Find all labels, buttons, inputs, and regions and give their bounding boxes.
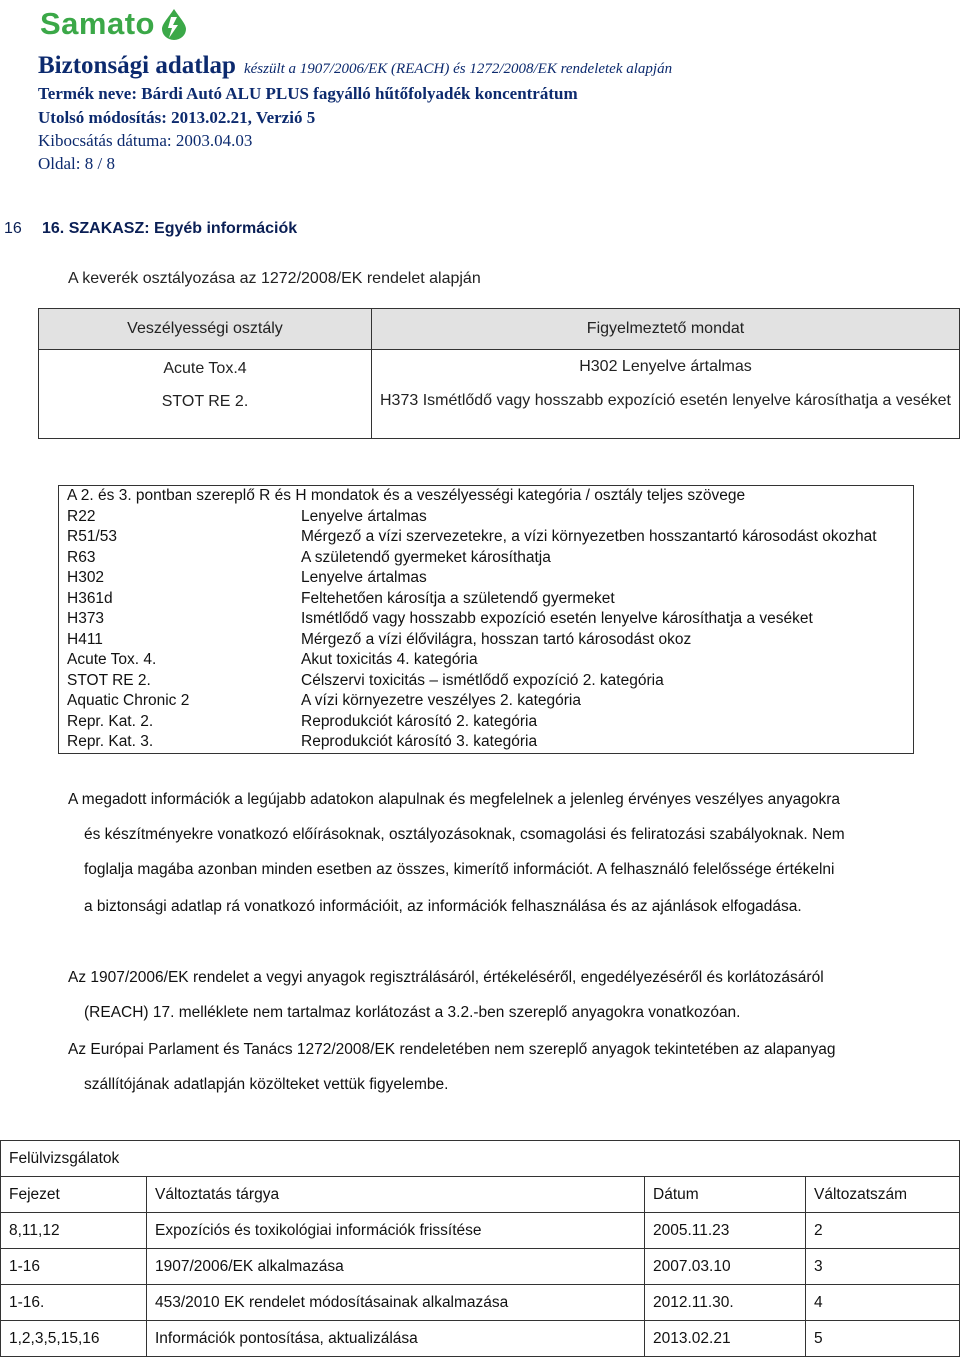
phrase-text: Lenyelve ártalmas	[301, 507, 427, 525]
paragraph-line: és készítményekre vonatkozó előírásoknak, osztályozásoknak, csomagolási és feliratozási szabályoknak. Nem	[84, 826, 845, 843]
revision-subject: Információk pontosítása, aktualizálása	[147, 1321, 645, 1357]
column-header-version: Változatszám	[806, 1177, 960, 1213]
revision-subject: Expozíciós és toxikológiai információk frissítése	[147, 1213, 645, 1249]
revision-chapter: 1,2,3,5,15,16	[1, 1321, 147, 1357]
phrase-text: Lenyelve ártalmas	[301, 569, 427, 586]
product-line	[38, 84, 578, 104]
revisions-table	[0, 1140, 960, 1357]
product-name: Bárdi Autó ALU PLUS fagyálló hűtőfolyadék koncentrátum	[141, 84, 578, 103]
section-number: 16	[4, 220, 22, 237]
water-drop-icon	[159, 8, 189, 40]
phrase-code: R63	[67, 548, 96, 566]
hazard-phrase-row	[59, 609, 914, 630]
page-number: Oldal: 8 / 8	[38, 154, 115, 173]
revision-row	[1, 1285, 960, 1321]
revision-row	[1, 1213, 960, 1249]
last-modified: Utolsó módosítás: 2013.02.21, Verzió 5	[38, 108, 316, 127]
revision-version: 5	[806, 1321, 960, 1357]
phrase-code: H411	[67, 630, 103, 648]
issue-date: Kibocsátás dátuma: 2003.04.03	[38, 131, 253, 150]
hazard-phrases-title-row	[59, 486, 914, 507]
classification-table	[38, 308, 960, 439]
hazard-phrase-row	[59, 527, 914, 548]
hazard-class-cell: Acute Tox.4	[39, 350, 372, 392]
revision-chapter: 8,11,12	[1, 1213, 147, 1249]
paragraph-line: Az Európai Parlament és Tanács 1272/2008/EK rendeletében nem szereplő anyagok tekintetében az alapanyag	[68, 1041, 836, 1058]
column-header-hazard-statement: Figyelmeztető mondat	[372, 309, 960, 350]
phrase-text: Mérgező a vízi szervezetekre, a vízi környezetben hosszantartó károsodást okozhat	[301, 528, 877, 545]
document-title: Biztonsági adatlap	[38, 52, 236, 79]
hazard-class-cell: STOT RE 2.	[39, 391, 372, 439]
hazard-phrase-row	[59, 589, 914, 610]
section-title: 16. SZAKASZ: Egyéb információk	[42, 220, 298, 237]
phrase-code: Repr. Kat. 3.	[67, 733, 154, 750]
hazard-phrase-row	[59, 507, 914, 528]
samato-logo	[40, 4, 189, 44]
phrase-code: R51/53	[67, 528, 117, 545]
classification-intro: A keverék osztályozása az 1272/2008/EK rendelet alapján	[68, 270, 481, 287]
revisions-title: Felülvizsgálatok	[1, 1141, 960, 1177]
phrase-text: Reprodukciót károsító 3. kategória	[301, 733, 538, 750]
revision-row	[1, 1321, 960, 1357]
logo-text: Samato	[40, 6, 155, 41]
paragraph-line: Az 1907/2006/EK rendelet a vegyi anyagok regisztrálásáról, értékeléséről, engedélyezéséről és korlátozásáról	[68, 969, 824, 986]
column-header-chapter: Fejezet	[1, 1177, 147, 1213]
revisions-header-row	[1, 1177, 960, 1213]
phrase-code: Repr. Kat. 2.	[67, 712, 154, 730]
hazard-phrase-row	[59, 671, 914, 692]
column-header-date: Dátum	[645, 1177, 806, 1213]
phrase-text: A születendő gyermeket károsíthatja	[301, 548, 551, 566]
classification-header-row	[39, 309, 960, 350]
revision-version: 2	[806, 1213, 960, 1249]
hazard-phrases-table	[58, 485, 914, 754]
phrase-code: H361d	[67, 589, 113, 607]
paragraph-line: A megadott információk a legújabb adatokon alapulnak és megfelelnek a jelenleg érvényes veszélyes anyagokra	[68, 791, 841, 808]
hazard-phrases-title: A 2. és 3. pontban szereplő R és H mondatok és a veszélyességi kategória / osztály teljes szövege	[67, 487, 746, 504]
phrase-code: STOT RE 2.	[67, 671, 151, 689]
phrase-code: H373	[67, 610, 105, 627]
revision-date: 2007.03.10	[645, 1249, 806, 1285]
hazard-phrase-row	[59, 630, 914, 651]
revision-date: 2005.11.23	[645, 1213, 806, 1249]
hazard-statement-cell: H302 Lenyelve ártalmas	[372, 350, 960, 392]
hazard-statement-cell: H373 Ismétlődő vagy hosszabb expozíció esetén lenyelve károsíthatja a veséket	[372, 391, 960, 439]
phrase-code: Aquatic Chronic 2	[67, 692, 190, 709]
phrase-code: Acute Tox. 4.	[67, 651, 157, 668]
paragraph-line: (REACH) 17. melléklete nem tartalmaz korlátozást a 3.2.-ben szereplő anyagokra vonatkozóan.	[84, 1004, 741, 1021]
revision-date: 2013.02.21	[645, 1321, 806, 1357]
revision-chapter: 1-16	[1, 1249, 147, 1285]
phrase-text: Mérgező a vízi élővilágra, hosszan tartó károsodást okoz	[301, 630, 692, 648]
classification-row	[39, 391, 960, 439]
hazard-phrase-row	[59, 548, 914, 569]
phrase-text: Célszervi toxicitás – ismétlődő expozíció 2. kategória	[301, 671, 664, 689]
revision-row	[1, 1249, 960, 1285]
revision-date: 2012.11.30.	[645, 1285, 806, 1321]
document-subtitle: készült a 1907/2006/EK (REACH) és 1272/2008/EK rendeletek alapján	[243, 61, 673, 77]
column-header-change-subject: Változtatás tárgya	[147, 1177, 645, 1213]
paragraph-line: a biztonsági adatlap rá vonatkozó információit, az információk felhasználása és az ajánlások elfogadása.	[84, 898, 802, 915]
hazard-phrase-row	[59, 568, 914, 589]
revision-version: 4	[806, 1285, 960, 1321]
paragraph-line: foglalja magába azonban minden esetben az összes, kimerítő információt. A felhasználó felelőssége értékelni	[84, 861, 835, 878]
revision-subject: 453/2010 EK rendelet módosításainak alkalmazása	[147, 1285, 645, 1321]
hazard-phrase-row	[59, 712, 914, 733]
product-label: Termék neve:	[38, 84, 137, 103]
revision-chapter: 1-16.	[1, 1285, 147, 1321]
phrase-text: Feltehetően károsítja a születendő gyermeket	[301, 589, 615, 607]
paragraph-line: szállítójának adatlapján közölteket vettük figyelembe.	[84, 1076, 449, 1093]
revision-subject: 1907/2006/EK alkalmazása	[147, 1249, 645, 1285]
hazard-phrase-row	[59, 691, 914, 712]
hazard-phrase-row	[59, 732, 914, 753]
revisions-title-row	[1, 1141, 960, 1177]
classification-row	[39, 350, 960, 392]
revision-version: 3	[806, 1249, 960, 1285]
phrase-text: A vízi környezetre veszélyes 2. kategória	[301, 692, 581, 709]
phrase-text: Reprodukciót károsító 2. kategória	[301, 712, 538, 730]
document-title-line	[38, 52, 672, 80]
phrase-code: R22	[67, 507, 96, 525]
column-header-hazard-class: Veszélyességi osztály	[39, 309, 372, 350]
hazard-phrase-row	[59, 650, 914, 671]
phrase-text: Akut toxicitás 4. kategória	[301, 651, 478, 668]
phrase-text: Ismétlődő vagy hosszabb expozíció esetén lenyelve károsíthatja a veséket	[301, 610, 813, 627]
phrase-code: H302	[67, 569, 105, 586]
